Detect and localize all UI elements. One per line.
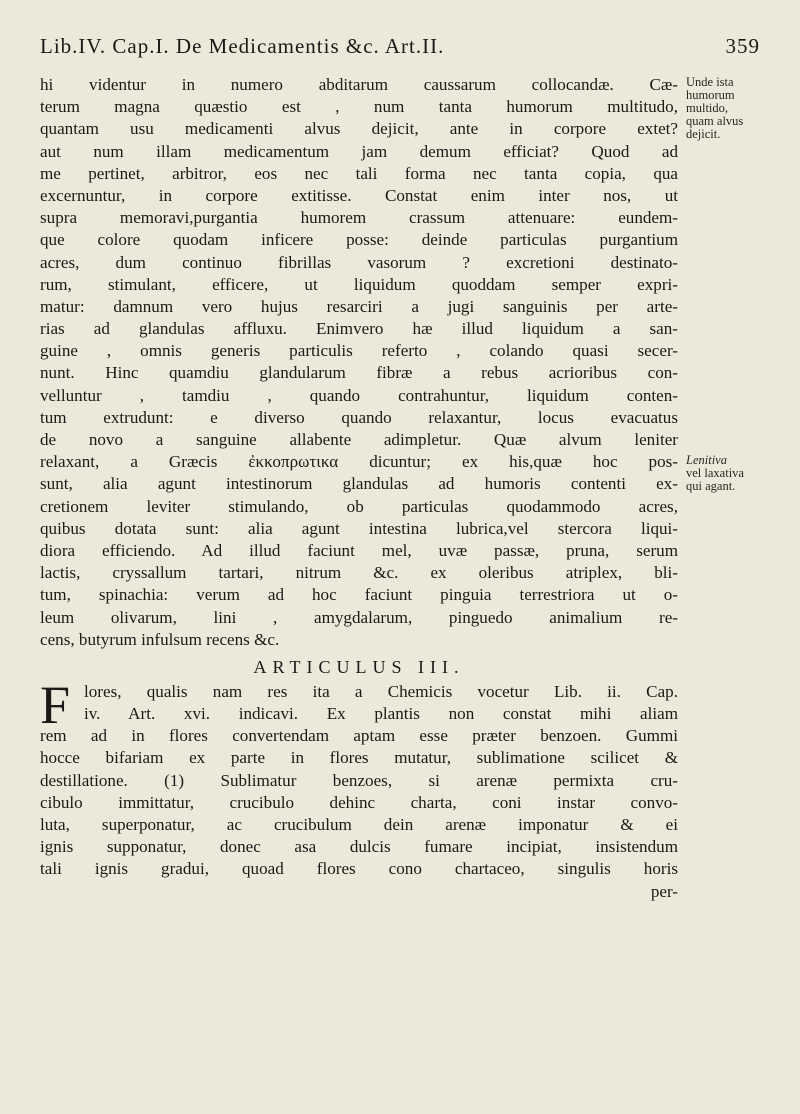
text-line: hi videntur in numero abditarum caussarum collocandæ. Cæ- xyxy=(40,75,678,94)
running-title: Lib.IV. Cap.I. De Medicamentis &c. Art.II. xyxy=(40,34,445,58)
text-line: iv. Art. xvi. indicavi. Ex plantis non constat mihi aliam xyxy=(84,704,678,724)
text-line: aut num illam medicamentum jam demum efficiat? Quod ad xyxy=(40,141,678,161)
text-line: excernuntur, in corpore extitisse. Constat enim inter nos, ut xyxy=(40,185,678,205)
text-line: cretionem leviter stimulando, ob particulas quodammodo acres, xyxy=(40,496,678,516)
margin-note-lenitiva xyxy=(686,454,768,493)
text-line: leum olivarum, lini , amygdalarum, pinguedo animalium re- xyxy=(40,607,678,627)
catchword: per- xyxy=(650,881,678,901)
text-line: terum magna quæstio est , num tanta humorum multitudo, xyxy=(40,97,678,117)
text-line: diora efficiendo. Ad illud faciunt mel, uvæ passæ, pruna, serum xyxy=(40,540,678,560)
margin-note-line: Unde ista xyxy=(686,75,734,89)
margin-note-line: humorum xyxy=(686,88,735,102)
margin-note-line: quam alvus xyxy=(686,114,744,128)
text-line: luta, superponatur, ac crucibulum dein arenæ imponatur & ei xyxy=(40,815,678,834)
paragraph-purgantia xyxy=(40,74,678,651)
text-line: que colore quodam inficere posse: deinde particulas purgantium xyxy=(40,230,678,250)
text-line: acres, dum continuo fibrillas vasorum ? excretioni destinato- xyxy=(40,252,678,272)
text-line: me pertinet, arbitror, eos nec tali forma nec tanta copia, qua xyxy=(40,163,678,183)
text-line: lactis, cryssallum tartari, nitrum &c. ex oleribus atriplex, bli- xyxy=(40,563,678,583)
text-line: de novo a sanguine allabente adimpletur. Quæ alvum leniter xyxy=(40,430,678,449)
text-line: lores, qualis nam res ita a Chemicis vocetur Lib. ii. Cap. xyxy=(84,681,678,701)
text-line: nunt. Hinc quamdiu glandularum fibræ a rebus acrioribus con- xyxy=(40,363,678,383)
text-line: matur: damnum vero hujus resarciri a jugi sanguinis per arte- xyxy=(40,296,678,316)
margin-note-title: Lenitiva xyxy=(686,453,727,467)
article-heading: ARTICULUS III. xyxy=(253,656,465,677)
margin-note-unde xyxy=(686,76,768,141)
running-header xyxy=(40,28,760,62)
text-line: rum, stimulant, efficere, ut liquidum quoddam semper expri- xyxy=(40,274,678,294)
text-line: ignis supponatur, donec asa dulcis fumare incipiat, insistendum xyxy=(40,837,678,857)
text-line: relaxant, a Græcis ἐκκοπρωτικα dicuntur; ex his,quæ hoc pos- xyxy=(40,452,678,472)
text-line: destillatione. (1) Sublimatur benzoes, si arenæ permixta cru- xyxy=(40,770,678,790)
page-number: 359 xyxy=(725,34,760,58)
margin-note-line: multido, xyxy=(686,101,729,115)
text-line: rias ad glandulas affluxu. Enimvero hæ illud liquidum a san- xyxy=(40,319,678,339)
text-line: quantam usu medicamenti alvus dejicit, ante in corpore extet? xyxy=(40,119,678,139)
margin-note-line: vel laxativa xyxy=(686,466,744,480)
drop-cap-letter: F xyxy=(40,674,71,735)
paragraph-flores xyxy=(40,674,678,903)
text-line: tum extrudunt: e diverso quando relaxantur, locus evacuatus xyxy=(40,407,678,427)
text-line: quibus dotata sunt: alia agunt intestina lubrica,vel stercora liqui- xyxy=(40,518,678,538)
margin-note-line: qui agant. xyxy=(686,479,736,493)
text-line: sunt, alia agunt intestinorum glandulas ad humoris contenti ex- xyxy=(40,474,678,494)
text-line: cens, butyrum infulsum recens &c. xyxy=(40,629,280,649)
margin-note-line: dejicit. xyxy=(686,127,721,141)
text-line: rem ad in flores convertendam aptam esse præter benzoen. Gummi xyxy=(40,726,678,746)
main-text-column xyxy=(40,74,678,903)
text-line: hocce bifariam ex parte in flores mutatur, sublimatione scilicet & xyxy=(40,748,678,768)
text-line: tum, spinachia: verum ad hoc faciunt pinguia terrestriora ut o- xyxy=(40,585,678,605)
text-line: velluntur , tamdiu , quando contrahuntur, liquidum conten- xyxy=(40,385,678,405)
text-line: guine , omnis generis particulis referto , colando quasi secer- xyxy=(40,341,678,361)
text-line: supra memoravi,purgantia humorem crassum attenuare: eundem- xyxy=(40,208,678,228)
text-line: cibulo immittatur, crucibulo dehinc charta, coni instar convo- xyxy=(40,792,678,812)
text-line: tali ignis gradui, quoad flores cono chartaceo, singulis horis xyxy=(40,859,678,879)
